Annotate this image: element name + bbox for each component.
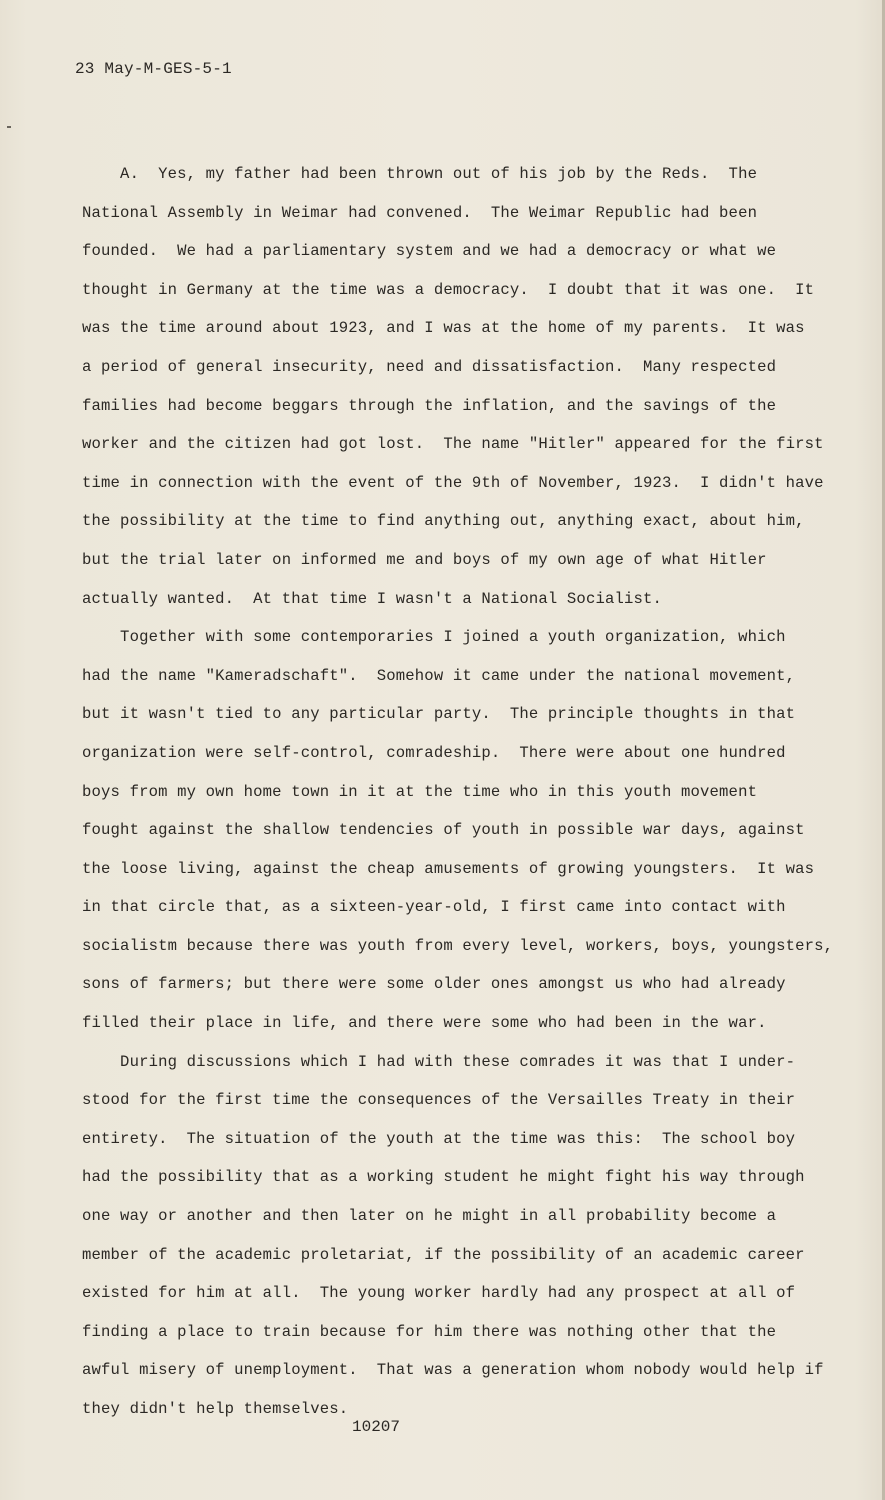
text-line: was the time around about 1923, and I was at the home of my parents. It was <box>44 319 805 338</box>
text-line: thought in Germany at the time was a democracy. I doubt that it was one. It <box>44 280 815 299</box>
text-line: finding a place to train because for him there was nothing other that the <box>44 1322 777 1341</box>
text-line: socialistm because there was youth from every level, workers, boys, youngsters, <box>44 936 834 955</box>
text-line: founded. We had a parliamentary system and we had a democracy or what we <box>44 242 777 261</box>
text-line: they didn't help themselves. <box>44 1400 349 1418</box>
text-line: fought against the shallow tendencies of youth in possible war days, against <box>44 821 805 840</box>
text-line: the possibility at the time to find anything out, anything exact, about him, <box>44 512 805 531</box>
typed-text-body <box>44 155 834 1429</box>
text-line: a period of general insecurity, need and dissatisfaction. Many respected <box>44 357 777 376</box>
text-line: families had become beggars through the inflation, and the savings of the <box>44 396 777 415</box>
text-line: actually wanted. At that time I wasn't a National Socialist. <box>44 589 663 608</box>
text-line: entirety. The situation of the youth at the time was this: The school boy <box>44 1129 796 1148</box>
page-number: 10207 <box>352 1418 401 1436</box>
text-line: existed for him at all. The young worker hardly had any prospect at all of <box>44 1284 796 1303</box>
text-line: filled their place in life, and there were some who had been in the war. <box>44 1014 767 1033</box>
text-line: awful misery of unemployment. That was a generation whom nobody would help if <box>44 1361 824 1380</box>
text-line: one way or another and then later on he might in all probability become a <box>44 1207 777 1226</box>
text-line: worker and the citizen had got lost. The name "Hitler" appeared for the first <box>44 435 824 454</box>
text-line: had the possibility that as a working student he might fight his way through <box>44 1168 805 1187</box>
text-line: During discussions which I had with these comrades it was that I under- <box>44 1052 796 1071</box>
text-line: organization were self-control, comradeship. There were about one hundred <box>44 743 786 762</box>
text-line: but the trial later on informed me and boys of my own age of what Hitler <box>44 550 767 569</box>
text-line: National Assembly in Weimar had convened. The Weimar Republic had been <box>44 203 758 222</box>
margin-mark <box>7 126 11 128</box>
text-line: boys from my own home town in it at the time who in this youth movement <box>44 782 758 801</box>
text-line: but it wasn't tied to any particular party. The principle thoughts in that <box>44 705 796 724</box>
text-line: time in connection with the event of the 9th of November, 1923. I didn't have <box>44 473 824 492</box>
text-line: had the name "Kameradschaft". Somehow it came under the national movement, <box>44 666 796 685</box>
text-line: sons of farmers; but there were some older ones amongst us who had already <box>44 975 786 994</box>
document-id: 23 May-M-GES-5-1 <box>75 60 232 78</box>
text-line: member of the academic proletariat, if the possibility of an academic career <box>44 1245 805 1264</box>
text-line: the loose living, against the cheap amusements of growing youngsters. It was <box>44 859 815 878</box>
text-line: stood for the first time the consequences of the Versailles Treaty in their <box>44 1091 796 1110</box>
text-line: Together with some contemporaries I joined a youth organization, which <box>44 628 786 647</box>
text-line: in that circle that, as a sixteen-year-old, I first came into contact with <box>44 898 786 917</box>
text-line: A. Yes, my father had been thrown out of his job by the Reds. The <box>44 165 758 183</box>
